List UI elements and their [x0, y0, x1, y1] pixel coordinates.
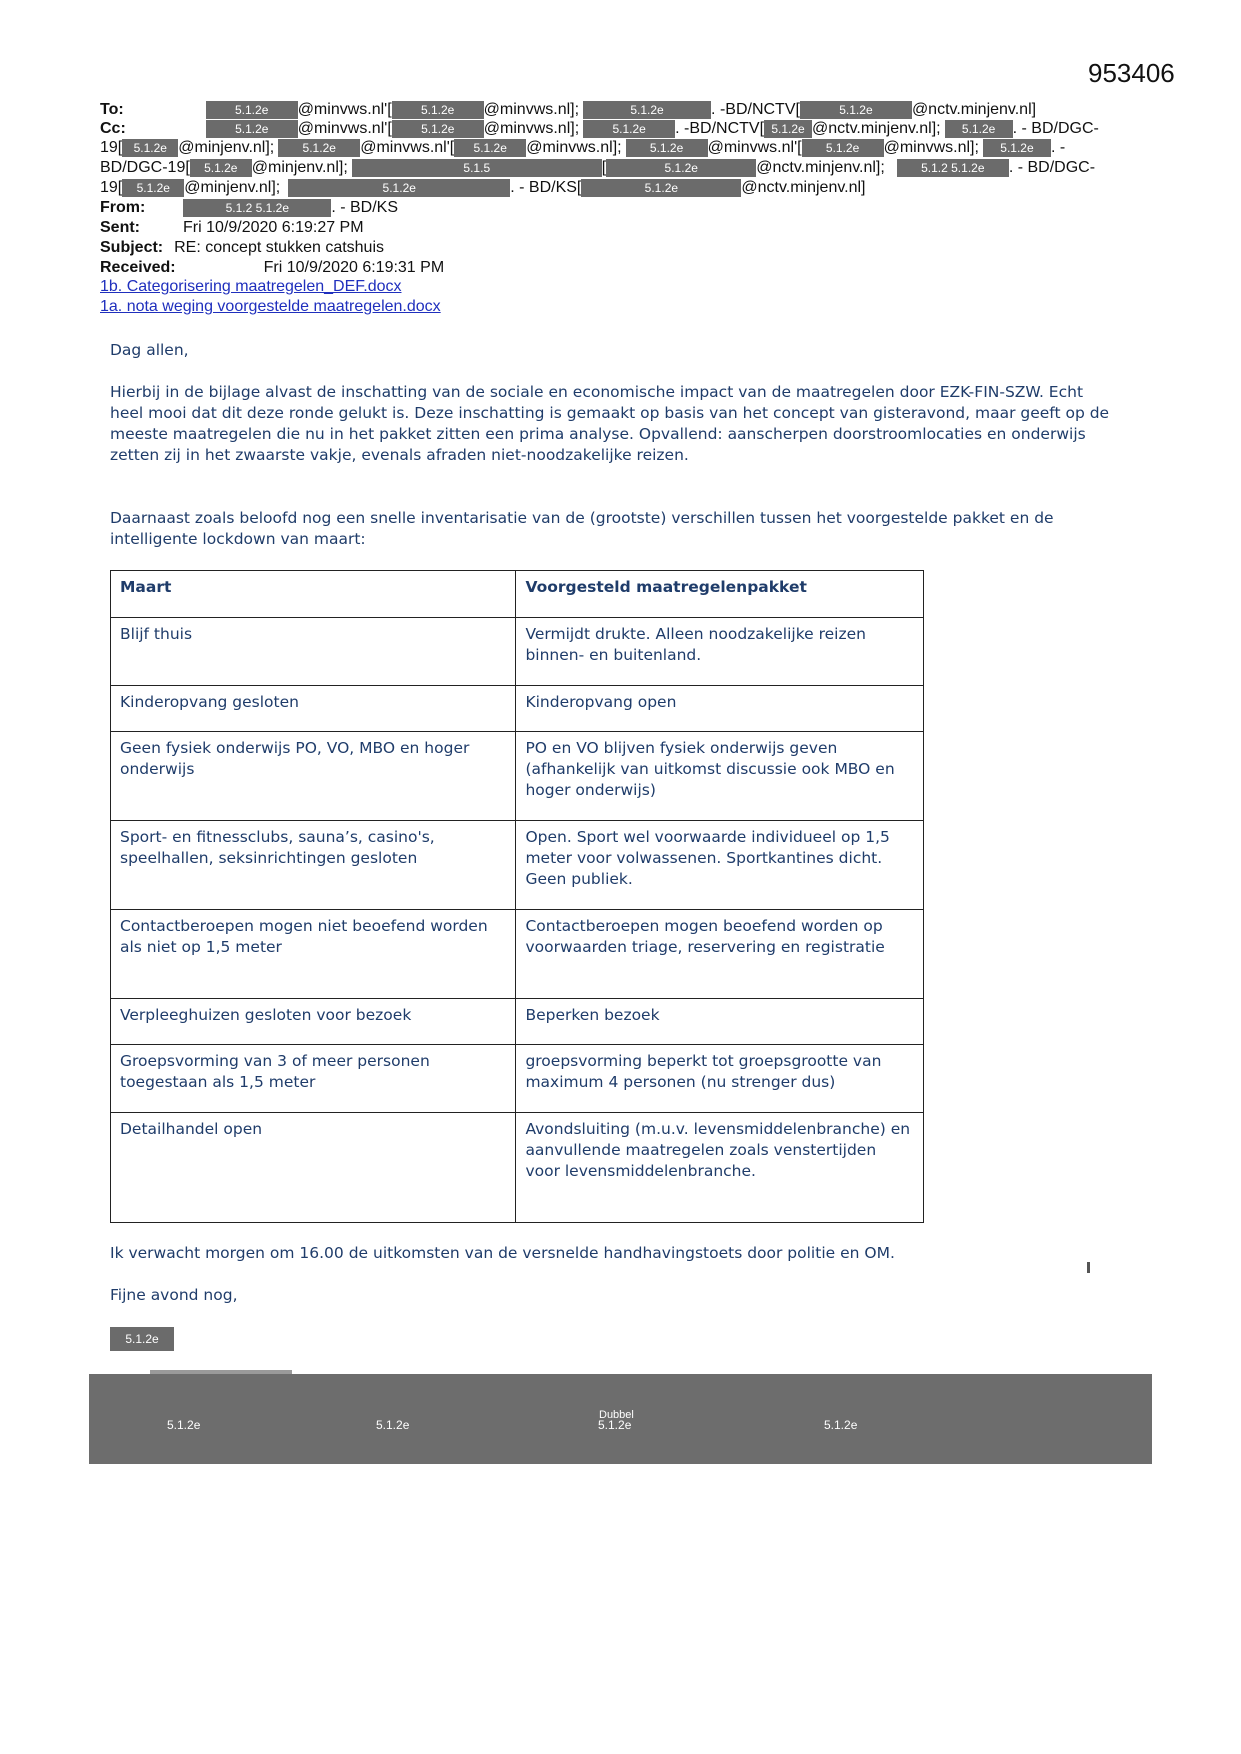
to-text: . -BD/NCTV[ [711, 101, 800, 118]
scan-mark [1087, 1262, 1090, 1273]
redaction: 5.1.2e [581, 179, 741, 197]
cc-line [100, 138, 1065, 158]
from-text: . - BD/KS [331, 199, 399, 216]
redaction: 5.1.2e [190, 159, 252, 177]
cc-text: BD/DGC-19[ [100, 159, 190, 176]
redaction: 5.1.2e [206, 101, 298, 119]
subject-line [100, 238, 384, 258]
table-row [111, 1113, 924, 1223]
sent-line [100, 218, 364, 238]
table-cell: Verpleeghuizen gesloten voor bezoek [111, 999, 516, 1045]
sent-value: Fri 10/9/2020 6:19:27 PM [183, 219, 364, 236]
redaction: 5.1.2e [288, 179, 510, 197]
attachment-link[interactable]: 1a. nota weging voorgestelde maatregelen.docx [100, 298, 441, 315]
cc-text: . -BD/NCTV[ [675, 120, 765, 137]
cc-text: @minvws.nl'[ [707, 139, 802, 156]
cc-line [100, 158, 1095, 178]
cc-text: @minvws.nl]; [883, 139, 979, 156]
cc-text: 19[ [100, 179, 123, 196]
document-number: 953406 [1088, 58, 1175, 88]
cc-text: . - [1050, 139, 1066, 156]
cc-text: [ [601, 159, 607, 176]
redaction: 5.1.2 5.1.2e [897, 159, 1009, 177]
footer-redaction: 5.1.2e [376, 1418, 410, 1432]
cc-label: Cc: [100, 120, 126, 137]
redaction: 5.1.2e [802, 139, 884, 157]
table-cell: Kinderopvang gesloten [111, 686, 516, 732]
table-row [111, 910, 924, 999]
table-cell: groepsvorming beperkt tot groepsgrootte van maximum 4 personen (nu strenger dus) [516, 1045, 924, 1113]
redaction: 5.1.2e [626, 139, 708, 157]
footer-redaction: 5.1.2e [824, 1418, 858, 1432]
cc-text: @minjenv.nl]; [251, 159, 348, 176]
column-header: Maart [111, 571, 516, 618]
redaction: 5.1.5 [352, 159, 602, 177]
cc-text: @minvws.nl]; [526, 139, 622, 156]
received-value: Fri 10/9/2020 6:19:31 PM [263, 259, 445, 276]
from-label: From: [100, 199, 146, 216]
redaction: 5.1.2e [206, 120, 298, 138]
to-text: @nctv.minjenv.nl] [911, 101, 1037, 118]
table-row [111, 1045, 924, 1113]
table-cell: Sport- en fitnessclubs, sauna’s, casino's, speelhallen, seksinrichtingen gesloten [111, 821, 516, 910]
table-row [111, 821, 924, 910]
sent-label: Sent: [100, 219, 140, 236]
redaction: 5.1.2e [606, 159, 756, 177]
table-cell: Groepsvorming van 3 of meer personen toegestaan als 1,5 meter [111, 1045, 516, 1113]
redaction: 5.1.2e [583, 120, 675, 138]
table-row [111, 999, 924, 1045]
body-paragraph: Hierbij in de bijlage alvast de inschatting van de sociale en economische impact van de maatregelen door EZK-FIN-SZW. Echt heel mooi dat dit deze ronde gelukt is. Deze inschatting is gemaakt op basis van het concept van gisteravond, maar geeft op de meeste maatregelen die nu in het pakket zitten een prima analyse. Opvallend: aanscherpen doorstroomlocaties en onderwijs zetten zij in het zwaarste vakje, evenals afraden niet-noodzakelijke reizen. [110, 383, 1110, 464]
table-cell: Open. Sport wel voorwaarde individueel op 1,5 meter voor volwassenen. Sportkantines dicht. Geen publiek. [516, 821, 924, 910]
footer-redaction-bar [89, 1374, 1152, 1464]
cc-text: @minvws.nl'[ [360, 139, 455, 156]
to-label: To: [100, 101, 124, 118]
column-header: Voorgesteld maatregelenpakket [516, 571, 924, 618]
cc-text: @nctv.minjenv.nl] [741, 179, 866, 196]
redaction: 5.1.2 5.1.2e [183, 199, 331, 217]
to-line [100, 100, 1036, 120]
cc-text: @minvws.nl]; [483, 120, 580, 137]
table-row [111, 618, 924, 686]
cc-text: @nctv.minjenv.nl]; [756, 159, 885, 176]
closing-paragraph: Ik verwacht morgen om 16.00 de uitkomsten van de versnelde handhavingstoets door politie en OM. [110, 1244, 895, 1262]
table-row [111, 732, 924, 821]
redaction: 5.1.2e [800, 101, 912, 119]
redaction: 5.1.2e [392, 120, 484, 138]
cc-text: 19[ [100, 139, 123, 156]
cc-text: @nctv.minjenv.nl]; [812, 120, 941, 137]
redaction: 5.1.2e [764, 120, 812, 138]
to-text: @minvws.nl'[ [297, 101, 392, 118]
table-cell: Geen fysiek onderwijs PO, VO, MBO en hoger onderwijs [111, 732, 516, 821]
signature-redaction: 5.1.2e [110, 1327, 174, 1351]
redaction: 5.1.2e [122, 179, 184, 197]
attachment-link[interactable]: 1b. Categorisering maatregelen_DEF.docx [100, 278, 402, 295]
footer-redaction: 5.1.2e [167, 1418, 201, 1432]
table-row [111, 686, 924, 732]
table-cell: Kinderopvang open [516, 686, 924, 732]
table-cell: Contactberoepen mogen niet beoefend worden als niet op 1,5 meter [111, 910, 516, 999]
table-cell: Contactberoepen mogen beoefend worden op voorwaarden triage, reservering en registratie [516, 910, 924, 999]
cc-text: . - BD/KS[ [510, 179, 582, 196]
redaction: 5.1.2e [454, 139, 526, 157]
cc-text: @minjenv.nl]; [184, 179, 281, 196]
received-label: Received: [100, 259, 176, 276]
from-line [100, 198, 398, 218]
cc-text: @minvws.nl'[ [297, 120, 392, 137]
table-cell: Vermijdt drukte. Alleen noodzakelijke reizen binnen- en buitenland. [516, 618, 924, 686]
table-cell: Detailhandel open [111, 1113, 516, 1223]
closing-paragraph: Fijne avond nog, [110, 1286, 238, 1304]
table-cell: Blijf thuis [111, 618, 516, 686]
redaction: 5.1.2e [122, 139, 178, 157]
to-text: @minvws.nl]; [483, 101, 580, 118]
subject-label: Subject: [100, 239, 164, 256]
table-cell: Avondsluiting (m.u.v. levensmiddelenbranche) en aanvullende maatregelen zoals venstertijden voor levensmiddelenbranche. [516, 1113, 924, 1223]
redaction: 5.1.2e [945, 120, 1013, 138]
cc-line [100, 178, 866, 198]
comparison-table [110, 570, 924, 1223]
footer-redaction: 5.1.2e [598, 1418, 632, 1432]
cc-text: . - BD/DGC- [1012, 120, 1099, 137]
redaction: 5.1.2e [392, 101, 484, 119]
cc-line [100, 119, 1099, 139]
redaction: 5.1.2e [583, 101, 711, 119]
body-paragraph: Daarnaast zoals beloofd nog een snelle inventarisatie van de (grootste) verschillen tussen het voorgestelde pakket en de intelligente lockdown van maart: [110, 509, 1054, 548]
table-header-row [111, 571, 924, 618]
table-cell: PO en VO blijven fysiek onderwijs geven (afhankelijk van uitkomst discussie ook MBO en hoger onderwijs) [516, 732, 924, 821]
greeting: Dag allen, [110, 341, 189, 359]
redaction: 5.1.2e [983, 139, 1051, 157]
table-cell: Beperken bezoek [516, 999, 924, 1045]
cc-text: . - BD/DGC- [1008, 159, 1096, 176]
cc-text: @minjenv.nl]; [178, 139, 275, 156]
subject-value: RE: concept stukken catshuis [174, 239, 385, 256]
footer-tiny-text: Dubbel [599, 1409, 634, 1421]
received-line [100, 258, 444, 278]
redaction: 5.1.2e [278, 139, 360, 157]
